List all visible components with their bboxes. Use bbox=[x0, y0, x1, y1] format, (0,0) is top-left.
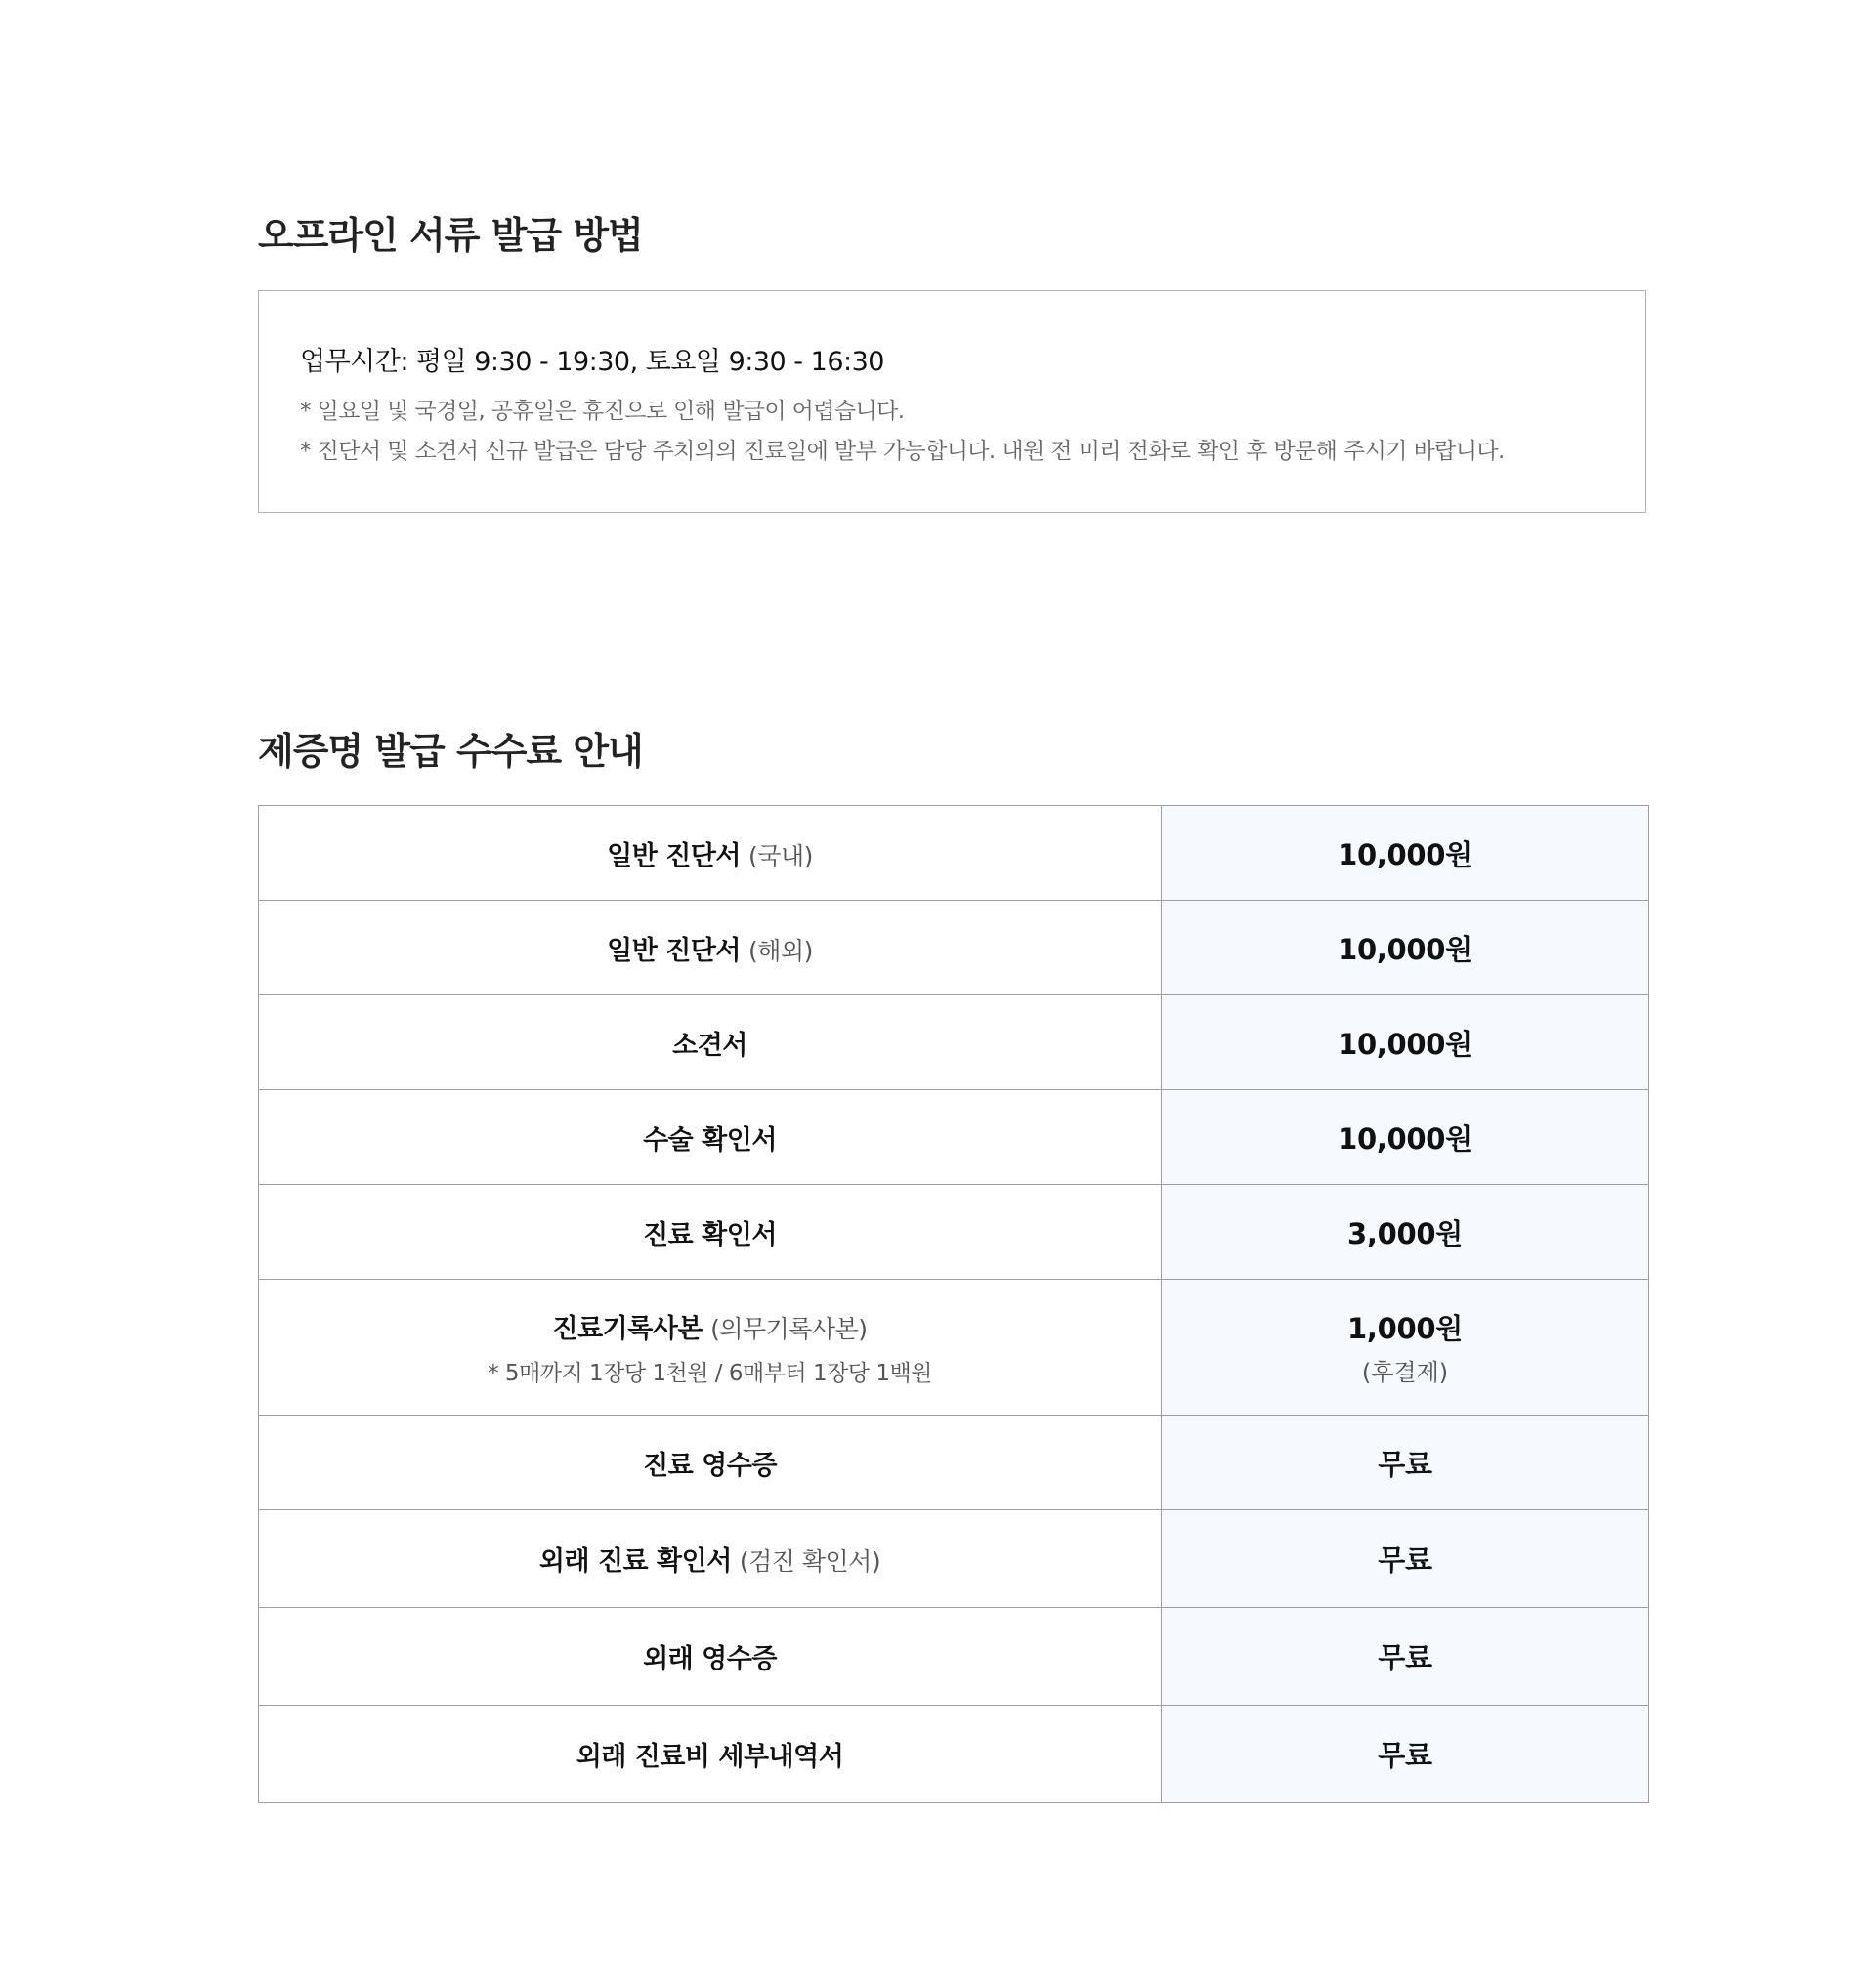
document-name: 진료기록사본 bbox=[552, 1314, 703, 1344]
fee-section-title: 제증명 발급 수수료 안내 bbox=[258, 730, 643, 773]
table-row bbox=[259, 995, 1649, 1090]
document-cell bbox=[259, 1185, 1162, 1280]
fee-value: 무료 bbox=[1378, 1447, 1432, 1481]
issuance-note: * 진단서 및 소견서 신규 발급은 담당 주치의의 진료일에 발부 가능합니다. 내원 전 미리 전화로 확인 후 방문해 주시기 바랍니다. bbox=[300, 439, 1505, 464]
document-qualifier: (국내) bbox=[748, 841, 813, 870]
document-label bbox=[607, 841, 813, 871]
document-qualifier: (해외) bbox=[748, 936, 813, 965]
document-name: 진료 확인서 bbox=[643, 1219, 777, 1250]
document-cell bbox=[259, 1706, 1162, 1803]
document-name: 수술 확인서 bbox=[643, 1124, 777, 1156]
document-label bbox=[672, 1031, 747, 1061]
document-cell bbox=[259, 995, 1162, 1090]
fee-cell bbox=[1162, 1706, 1649, 1803]
offline-section-title: 오프라인 서류 발급 방법 bbox=[258, 214, 643, 257]
document-name: 외래 진료 확인서 bbox=[538, 1546, 732, 1577]
business-hours-text: 업무시간: 평일 9:30 - 19:30, 토요일 9:30 - 16:30 bbox=[300, 347, 884, 377]
document-label bbox=[643, 1125, 777, 1156]
fee-value: 10,000원 bbox=[1338, 932, 1472, 966]
fee-cell bbox=[1162, 901, 1649, 995]
document-label bbox=[539, 1546, 880, 1577]
fee-cell bbox=[1162, 1185, 1649, 1280]
fee-value: 무료 bbox=[1378, 1543, 1432, 1577]
copy-pricing-note: * 5매까지 1장당 1천원 / 6매부터 1장당 1백원 bbox=[488, 1361, 932, 1386]
document-name: 소견서 bbox=[672, 1030, 747, 1061]
table-row bbox=[259, 1706, 1649, 1803]
table-row bbox=[259, 806, 1649, 901]
document-cell bbox=[259, 806, 1162, 901]
document-label bbox=[643, 1644, 777, 1674]
fee-cell bbox=[1162, 1090, 1649, 1185]
holiday-note: * 일요일 및 국경일, 공휴일은 휴진으로 인해 발급이 어렵습니다. bbox=[300, 399, 905, 424]
document-label bbox=[552, 1314, 867, 1344]
table-row bbox=[259, 1416, 1649, 1510]
fee-cell bbox=[1162, 995, 1649, 1090]
fee-value: 1,000원 bbox=[1347, 1312, 1463, 1345]
business-hours-box bbox=[258, 290, 1646, 513]
document-label bbox=[607, 936, 813, 966]
fee-cell bbox=[1162, 1510, 1649, 1608]
document-cell bbox=[259, 1608, 1162, 1706]
fee-cell bbox=[1162, 806, 1649, 901]
document-cell bbox=[259, 901, 1162, 995]
document-name: 외래 영수증 bbox=[643, 1644, 777, 1674]
table-row bbox=[259, 1280, 1649, 1416]
fee-payment-note: (후결제) bbox=[1361, 1359, 1449, 1386]
table-row bbox=[259, 901, 1649, 995]
fee-value: 10,000원 bbox=[1338, 837, 1472, 871]
document-label bbox=[643, 1451, 777, 1481]
fee-value: 10,000원 bbox=[1338, 1027, 1472, 1061]
fee-cell bbox=[1162, 1416, 1649, 1510]
document-qualifier: (의무기록사본) bbox=[710, 1315, 868, 1343]
document-cell bbox=[259, 1090, 1162, 1185]
table-row bbox=[259, 1608, 1649, 1706]
document-name: 일반 진단서 bbox=[607, 840, 741, 871]
document-label bbox=[576, 1742, 844, 1772]
table-row bbox=[259, 1510, 1649, 1608]
document-name: 일반 진단서 bbox=[607, 935, 741, 966]
document-qualifier: (검진 확인서) bbox=[739, 1547, 881, 1576]
fee-cell bbox=[1162, 1608, 1649, 1706]
document-cell bbox=[259, 1416, 1162, 1510]
document-name: 진료 영수증 bbox=[643, 1450, 777, 1481]
fee-value: 무료 bbox=[1378, 1739, 1432, 1772]
document-label bbox=[643, 1220, 777, 1250]
fee-value: 무료 bbox=[1378, 1641, 1432, 1674]
document-name: 외래 진료비 세부내역서 bbox=[576, 1742, 844, 1772]
document-cell bbox=[259, 1280, 1162, 1416]
fee-table bbox=[258, 805, 1649, 1803]
fee-value: 10,000원 bbox=[1338, 1121, 1472, 1156]
table-row bbox=[259, 1090, 1649, 1185]
fee-cell bbox=[1162, 1280, 1649, 1416]
fee-value: 3,000원 bbox=[1347, 1216, 1463, 1250]
document-cell bbox=[259, 1510, 1162, 1608]
table-row bbox=[259, 1185, 1649, 1280]
